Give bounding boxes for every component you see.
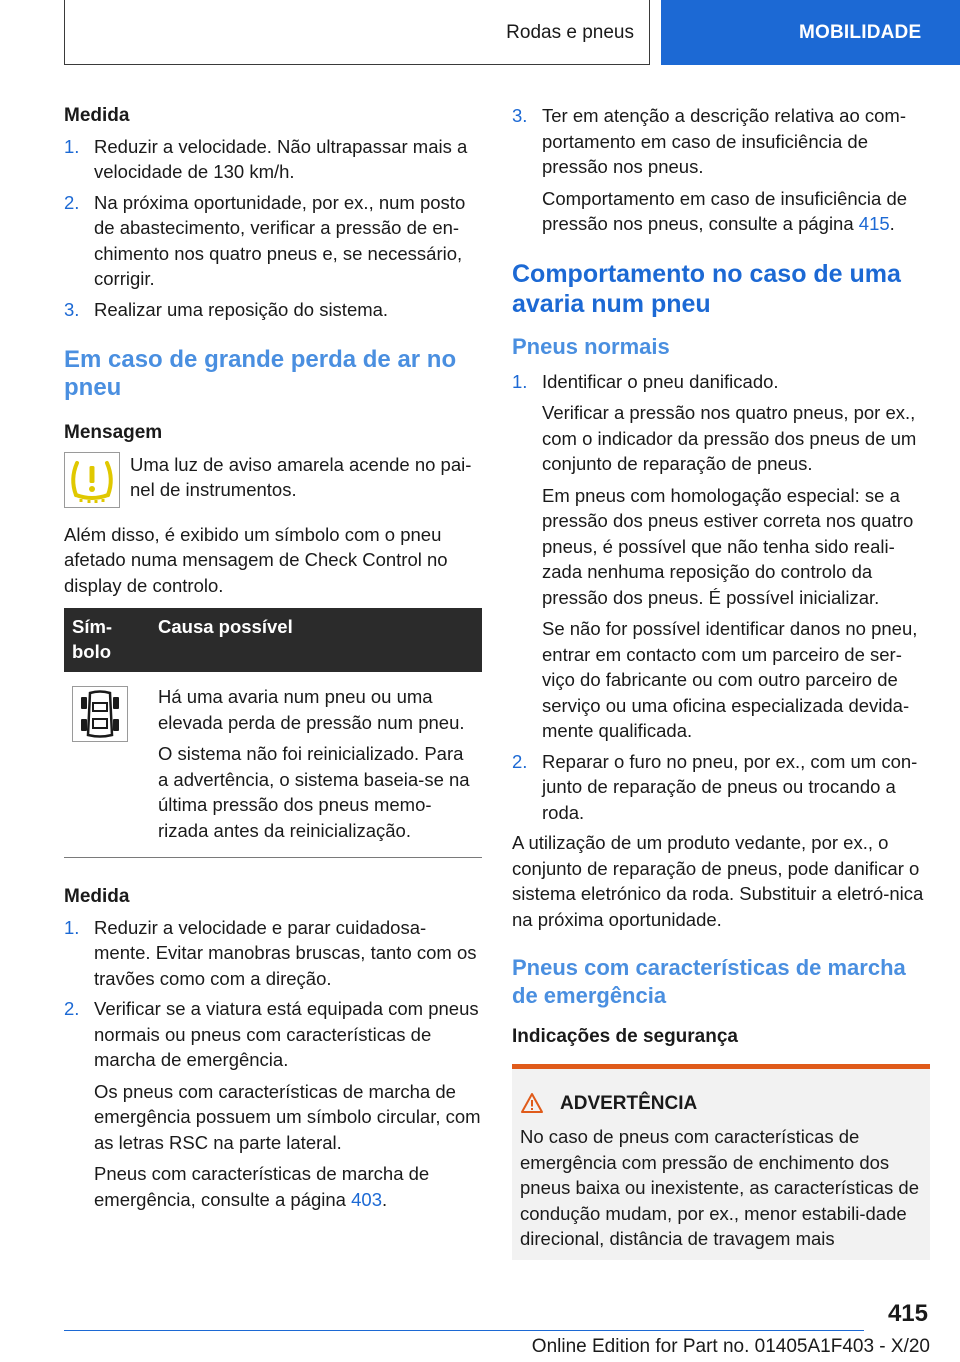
list-item: [512, 369, 930, 744]
step-text: Ter em atenção a descrição relativa ao com-portamento em caso de insuficiência de pressão nos pneus.: [542, 105, 907, 177]
footer-divider: [64, 1330, 864, 1331]
warning-text: No caso de pneus com características de emergência com pressão de enchimento dos pneus baixa ou inexistente, as características de condução mudam, por ex., menor estabili-dade direcional, distância de travagem mais: [520, 1126, 920, 1249]
step-text: Se não for possível identificar danos no pneu, entrar em contacto com um parceiro de ser-viço do fabricante ou com outro parceiro de serviço ou uma oficina especializada devida-mente qualificada.: [542, 618, 918, 741]
section-heading: Em caso de grande perda de ar no pneu: [64, 346, 457, 401]
step-number: 3.: [512, 105, 528, 126]
step-text: Reduzir a velocidade e parar cuidadosa-mente. Evitar manobras bruscas, tanto com os travões como com a direção.: [94, 916, 477, 989]
message-text: Uma luz de aviso amarela acende no pai-nel de instrumentos.: [130, 453, 472, 500]
seguranca-label: Indicações de segurança: [512, 1026, 738, 1047]
step-number: 1.: [512, 370, 528, 392]
step-text: Pneus com características de marcha de emergência, consulte a página 403.: [94, 1163, 430, 1210]
step-number: 2.: [64, 998, 80, 1019]
list-item: [64, 996, 482, 1212]
table-header-symbol: Sím-bolo: [64, 608, 150, 672]
tire-pressure-warning-icon: [64, 452, 120, 508]
step-number: 2.: [64, 191, 80, 213]
list-item: [64, 915, 482, 992]
step-text: Comportamento em caso de insuficiência de pressão nos pneus, consulte a página 415.: [542, 187, 908, 234]
footer-edition: Online Edition for Part no. 01405A1F403 - X/20: [531, 1336, 930, 1357]
header-section-title: Rodas e pneus: [506, 21, 634, 43]
list-item: [64, 190, 482, 292]
header-chapter-tab[interactable]: MOBILIDADE: [661, 0, 960, 65]
step-number: 2.: [512, 750, 528, 772]
step-text: Verificar a pressão nos quatro pneus, por ex., com o indicador da pressão dos pneus de um conjunto de reparação de pneus.: [542, 402, 917, 474]
step-text: Verificar se a viatura está equipada com pneus normais ou pneus com características de marcha de emergência.: [94, 998, 479, 1070]
cause-text: O sistema não foi reinicializado. Para a advertência, o sistema baseia-se na última pressão dos pneus memo-rizada antes da reinicialização.: [158, 743, 470, 841]
section-heading: Pneus normais: [512, 333, 670, 359]
step-text: Realizar uma reposição do sistema.: [94, 298, 389, 320]
medida-label: Medida: [64, 105, 130, 126]
page-number: 415: [887, 1300, 928, 1327]
step-text: Os pneus com características de marcha de emergência possuem um símbolo circular, com as letras RSC na parte lateral.: [94, 1080, 481, 1153]
warning-box: [512, 1064, 930, 1260]
step-number: 1.: [64, 916, 80, 938]
list-item: [512, 103, 930, 237]
step-text: Reparar o furo no pneu, por ex., com um con-junto de reparação de pneus ou trocando a roda.: [542, 750, 918, 823]
right-column: [512, 103, 930, 1260]
medida-label: Medida: [64, 886, 130, 907]
car-tire-symbol-icon: [72, 686, 128, 742]
cause-text: Há uma avaria num pneu ou uma elevada perda de pressão num pneu.: [158, 686, 465, 733]
left-column: [64, 103, 482, 1217]
list-item: [512, 749, 930, 826]
chapter-heading: Comportamento no caso de uma avaria num pneu: [512, 259, 901, 318]
table-header-cause: Causa possível: [150, 608, 482, 672]
message-row: [64, 452, 482, 508]
section-heading: Pneus com características de marcha de emergência: [512, 955, 906, 1008]
page-link[interactable]: 403: [351, 1188, 382, 1210]
paragraph: Além disso, é exibido um símbolo com o pneu afetado numa mensagem de Check Control no display de controlo.: [64, 523, 448, 596]
warning-title: ADVERTÊNCIA: [520, 1091, 922, 1117]
warning-triangle-icon: [520, 1092, 544, 1114]
list-item: [64, 297, 482, 323]
symbol-table: [64, 608, 482, 858]
list-item: [64, 134, 482, 185]
step-text: Identificar o pneu danificado.: [542, 370, 779, 392]
step-text: Na próxima oportunidade, por ex., num posto de abastecimento, verificar a pressão de en-chimento nos quatro pneus e, se necessário, corrigir.: [94, 191, 466, 289]
table-row: [64, 672, 482, 858]
page-link[interactable]: 415: [858, 213, 890, 234]
step-number: 3.: [64, 298, 80, 320]
paragraph: A utilização de um produto vedante, por ex., o conjunto de reparação de pneus, pode danificar o sistema eletrónico da roda. Substituir a eletró-nica na próxima oportunidade.: [512, 832, 924, 930]
step-text: Em pneus com homologação especial: se a pressão dos pneus estiver correta nos quatro pneus, é possível que não tenha sido reali-zada nenhuma reposição do controlo da pressão dos pneus. É possível inicializar.: [542, 484, 914, 608]
mensagem-label: Mensagem: [64, 422, 163, 443]
step-text: Reduzir a velocidade. Não ultrapassar mais a velocidade de 130 km/h.: [94, 135, 468, 182]
step-number: 1.: [64, 135, 80, 157]
